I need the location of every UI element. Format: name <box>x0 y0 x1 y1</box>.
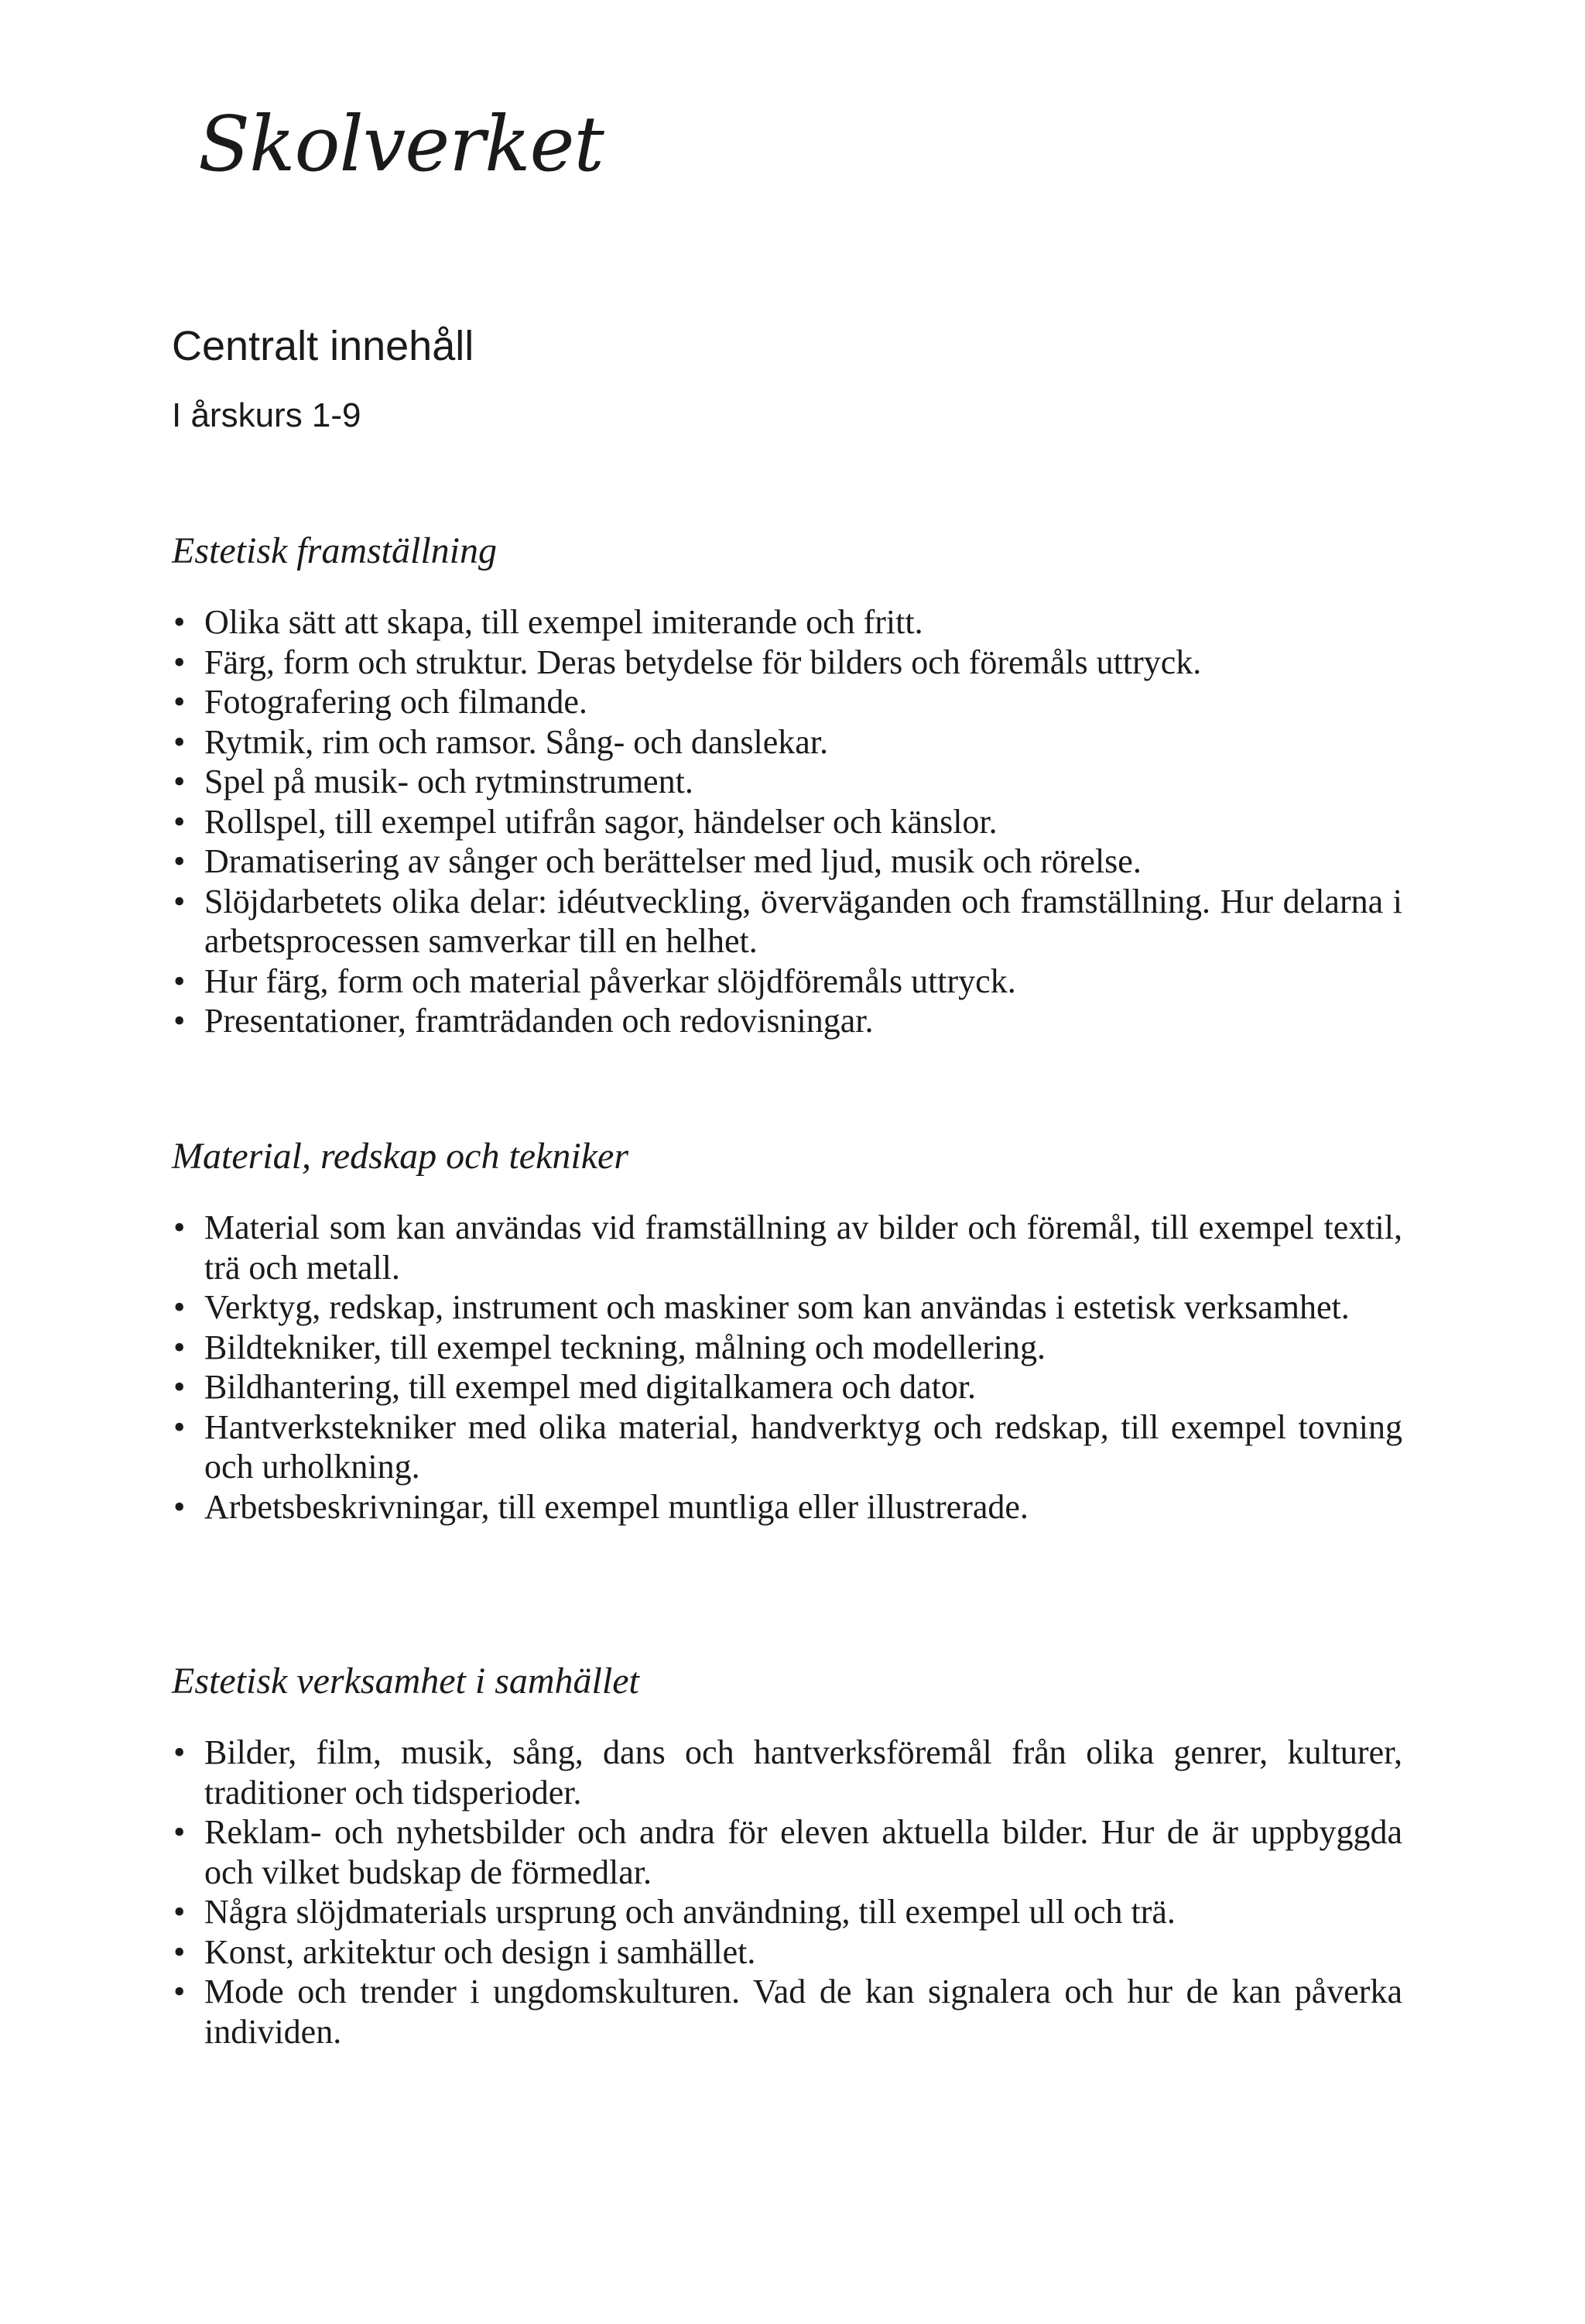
list-item: • Färg, form och struktur. Deras betydelse för bilders och föremåls uttryck. <box>172 643 1402 683</box>
bullet-list <box>172 602 1402 1041</box>
section-title: Estetisk framställning <box>172 530 497 571</box>
section-estetisk-framstallning <box>172 530 1402 1041</box>
list-item: • Olika sätt att skapa, till exempel imiterande och fritt. <box>172 602 1402 643</box>
list-item: • Fotografering och filmande. <box>172 682 1402 722</box>
list-item: • Material som kan användas vid framställning av bilder och föremål, till exempel textil, trä och metall. <box>172 1208 1402 1287</box>
list-item: • Hantverkstekniker med olika material, handverktyg och redskap, till exempel tovning och urholkning. <box>172 1407 1402 1487</box>
list-item: • Presentationer, framträdanden och redovisningar. <box>172 1001 1402 1041</box>
list-item: • Bildhantering, till exempel med digitalkamera och dator. <box>172 1367 1402 1407</box>
bullet-list <box>172 1208 1402 1527</box>
list-item: • Några slöjdmaterials ursprung och användning, till exempel ull och trä. <box>172 1892 1402 1932</box>
list-item: • Mode och trender i ungdomskulturen. Vad de kan signalera och hur de kan påverka individen. <box>172 1972 1402 2051</box>
page-title: Centralt innehåll <box>172 323 474 369</box>
list-item: • Rollspel, till exempel utifrån sagor, händelser och känslor. <box>172 802 1402 842</box>
list-item: • Spel på musik- och rytminstrument. <box>172 762 1402 802</box>
section-estetisk-verksamhet-i-samhallet <box>172 1663 1402 2051</box>
list-item: • Bilder, film, musik, sång, dans och hantverksföremål från olika genrer, kulturer, traditioner och tidsperioder. <box>172 1733 1402 1812</box>
list-item: • Arbetsbeskrivningar, till exempel muntliga eller illustrerade. <box>172 1487 1402 1527</box>
list-item: • Dramatisering av sånger och berättelser med ljud, musik och rörelse. <box>172 842 1402 882</box>
list-item: • Verktyg, redskap, instrument och maskiner som kan användas i estetisk verksamhet. <box>172 1287 1402 1328</box>
page-subtitle: I årskurs 1-9 <box>172 396 361 434</box>
list-item: • Slöjdarbetets olika delar: idéutveckling, överväganden och framställning. Hur delarna i arbetsprocessen samverkar till en helhet. <box>172 882 1402 961</box>
section-title: Material, redskap och tekniker <box>172 1136 629 1177</box>
section-title: Estetisk verksamhet i samhället <box>172 1661 639 1702</box>
list-item: • Hur färg, form och material påverkar slöjdföremåls uttryck. <box>172 961 1402 1002</box>
list-item: • Rytmik, rim och ramsor. Sång- och danslekar. <box>172 722 1402 763</box>
bullet-list <box>172 1733 1402 2051</box>
list-item: • Konst, arkitektur och design i samhället. <box>172 1932 1402 1973</box>
skolverket-logo: Skolverket <box>198 101 604 189</box>
section-material-redskap-tekniker <box>172 1138 1402 1527</box>
list-item: • Reklam- och nyhetsbilder och andra för eleven aktuella bilder. Hur de är uppbyggda och vilket budskap de förmedlar. <box>172 1812 1402 1892</box>
list-item: • Bildtekniker, till exempel teckning, målning och modellering. <box>172 1328 1402 1368</box>
